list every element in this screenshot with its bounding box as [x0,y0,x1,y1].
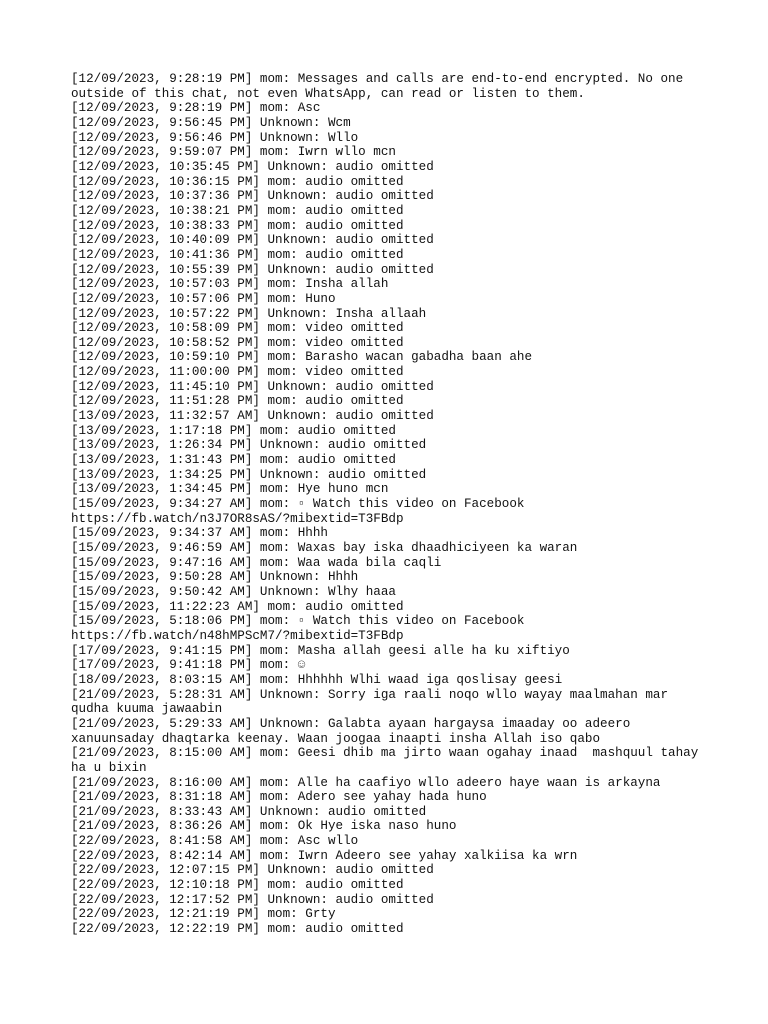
transcript-line: [18/09/2023, 8:03:15 AM] mom: Hhhhhh Wlhi waad iga qoslisay geesi [71,672,563,687]
transcript-line: [12/09/2023, 10:57:22 PM] Unknown: Insha allaah [71,306,427,321]
transcript-line: [13/09/2023, 1:34:45 PM] mom: Hye huno mcn [71,482,389,497]
transcript-line: [12/09/2023, 9:56:45 PM] Unknown: Wcm [71,115,351,130]
transcript-line: [12/09/2023, 10:57:06 PM] mom: Huno [71,291,336,306]
transcript-line: [22/09/2023, 8:42:14 AM] mom: Iwrn Adeero see yahay xalkiisa ka wrn [71,848,578,863]
transcript-line: [13/09/2023, 1:34:25 PM] Unknown: audio omitted [71,467,427,482]
transcript-line: [12/09/2023, 9:56:46 PM] Unknown: Wllo [71,130,359,145]
transcript-line: [12/09/2023, 10:59:10 PM] mom: Barasho wacan gabadha baan ahe [71,350,533,365]
transcript-line: [12/09/2023, 10:38:33 PM] mom: audio omitted [71,218,404,233]
transcript-line: [12/09/2023, 11:45:10 PM] Unknown: audio omitted [71,379,434,394]
transcript-line: [12/09/2023, 11:51:28 PM] mom: audio omitted [71,394,404,409]
transcript-line: [17/09/2023, 9:41:15 PM] mom: Masha allah geesi alle ha ku xiftiyo [71,643,570,658]
transcript-line: [13/09/2023, 1:26:34 PM] Unknown: audio omitted [71,438,427,453]
transcript-line: [12/09/2023, 10:38:21 PM] mom: audio omitted [71,203,404,218]
transcript-line: ha u bixin [71,760,147,775]
transcript-line: [15/09/2023, 9:46:59 AM] mom: Waxas bay iska dhaadhiciyeen ka waran [71,541,578,555]
transcript-line: [17/09/2023, 9:41:18 PM] mom: ☺ [71,658,306,673]
transcript-line: [21/09/2023, 8:31:18 AM] mom: Adero see yahay hada huno [71,790,487,805]
transcript-line: [12/09/2023, 11:00:00 PM] mom: video omitted [71,365,404,380]
transcript-line: [21/09/2023, 5:28:31 AM] Unknown: Sorry iga raali noqo wllo wayay maalmahan mar [71,687,669,702]
transcript-line: [21/09/2023, 8:16:00 AM] mom: Alle ha caafiyo wllo adeero haye waan is arkayna [71,775,661,790]
transcript-line: [22/09/2023, 12:22:19 PM] mom: audio omitted [71,922,404,937]
transcript-line: [22/09/2023, 12:07:15 PM] Unknown: audio omitted [71,863,434,878]
transcript-line: [15/09/2023, 9:34:37 AM] mom: Hhhh [71,526,328,541]
transcript-line: [13/09/2023, 1:31:43 PM] mom: audio omitted [71,453,396,468]
transcript-line: [22/09/2023, 12:10:18 PM] mom: audio omitted [71,878,404,893]
chat-transcript [71,72,711,937]
transcript-line: [22/09/2023, 12:21:19 PM] mom: Grty [71,907,336,922]
transcript-line: [12/09/2023, 9:28:19 PM] mom: Messages and calls are end-to-end encrypted. No one [71,72,684,86]
transcript-line: [12/09/2023, 9:59:07 PM] mom: Iwrn wllo mcn [71,145,396,160]
transcript-line: [12/09/2023, 9:28:19 PM] mom: Asc [71,101,321,116]
transcript-line: [21/09/2023, 8:33:43 AM] Unknown: audio omitted [71,804,427,819]
transcript-line: [15/09/2023, 9:34:27 AM] mom: ▫ Watch this video on Facebook [71,497,525,512]
transcript-line: [12/09/2023, 10:55:39 PM] Unknown: audio omitted [71,262,434,277]
transcript-line: [15/09/2023, 9:50:28 AM] Unknown: Hhhh [71,570,359,585]
transcript-line: [12/09/2023, 10:58:09 PM] mom: video omitted [71,321,404,336]
transcript-line: [12/09/2023, 10:57:03 PM] mom: Insha allah [71,277,389,292]
transcript-line: [15/09/2023, 9:47:16 AM] mom: Waa wada bila caqli [71,555,442,570]
transcript-line: [22/09/2023, 12:17:52 PM] Unknown: audio omitted [71,892,434,907]
transcript-line: [12/09/2023, 10:40:09 PM] Unknown: audio omitted [71,233,434,248]
transcript-line: [15/09/2023, 11:22:23 AM] mom: audio omitted [71,599,404,614]
transcript-line: [15/09/2023, 9:50:42 AM] Unknown: Wlhy haaa [71,584,396,599]
transcript-line: [12/09/2023, 10:41:36 PM] mom: audio omitted [71,247,404,262]
transcript-line: [13/09/2023, 11:32:57 AM] Unknown: audio omitted [71,409,434,424]
transcript-line: [21/09/2023, 5:29:33 AM] Unknown: Galabta ayaan hargaysa imaaday oo adeero [71,716,631,731]
transcript-line: outside of this chat, not even WhatsApp, can read or listen to them. [71,86,585,101]
transcript-line: [21/09/2023, 8:15:00 AM] mom: Geesi dhib ma jirto waan ogahay inaad mashquul tahay [71,746,699,761]
transcript-line: [21/09/2023, 8:36:26 AM] mom: Ok Hye iska naso huno [71,819,457,834]
transcript-line: https://fb.watch/n48hMPScM7/?mibextid=T3FBdp [71,628,404,643]
transcript-line: [12/09/2023, 10:37:36 PM] Unknown: audio omitted [71,189,434,204]
transcript-line: [12/09/2023, 10:35:45 PM] Unknown: audio omitted [71,159,434,174]
transcript-line: qudha kuuma jawaabin [71,702,223,717]
transcript-line: https://fb.watch/n3J7OR8sAS/?mibextid=T3FBdp [71,511,404,526]
transcript-line: [15/09/2023, 5:18:06 PM] mom: ▫ Watch this video on Facebook [71,614,525,629]
transcript-line: xanuunsaday dhaqtarka keenay. Waan joogaa inaapti insha Allah iso qabo [71,731,601,746]
transcript-line: [13/09/2023, 1:17:18 PM] mom: audio omitted [71,423,396,438]
transcript-line: [22/09/2023, 8:41:58 AM] mom: Asc wllo [71,834,359,849]
transcript-line: [12/09/2023, 10:58:52 PM] mom: video omitted [71,335,404,350]
transcript-line: [12/09/2023, 10:36:15 PM] mom: audio omitted [71,174,404,189]
